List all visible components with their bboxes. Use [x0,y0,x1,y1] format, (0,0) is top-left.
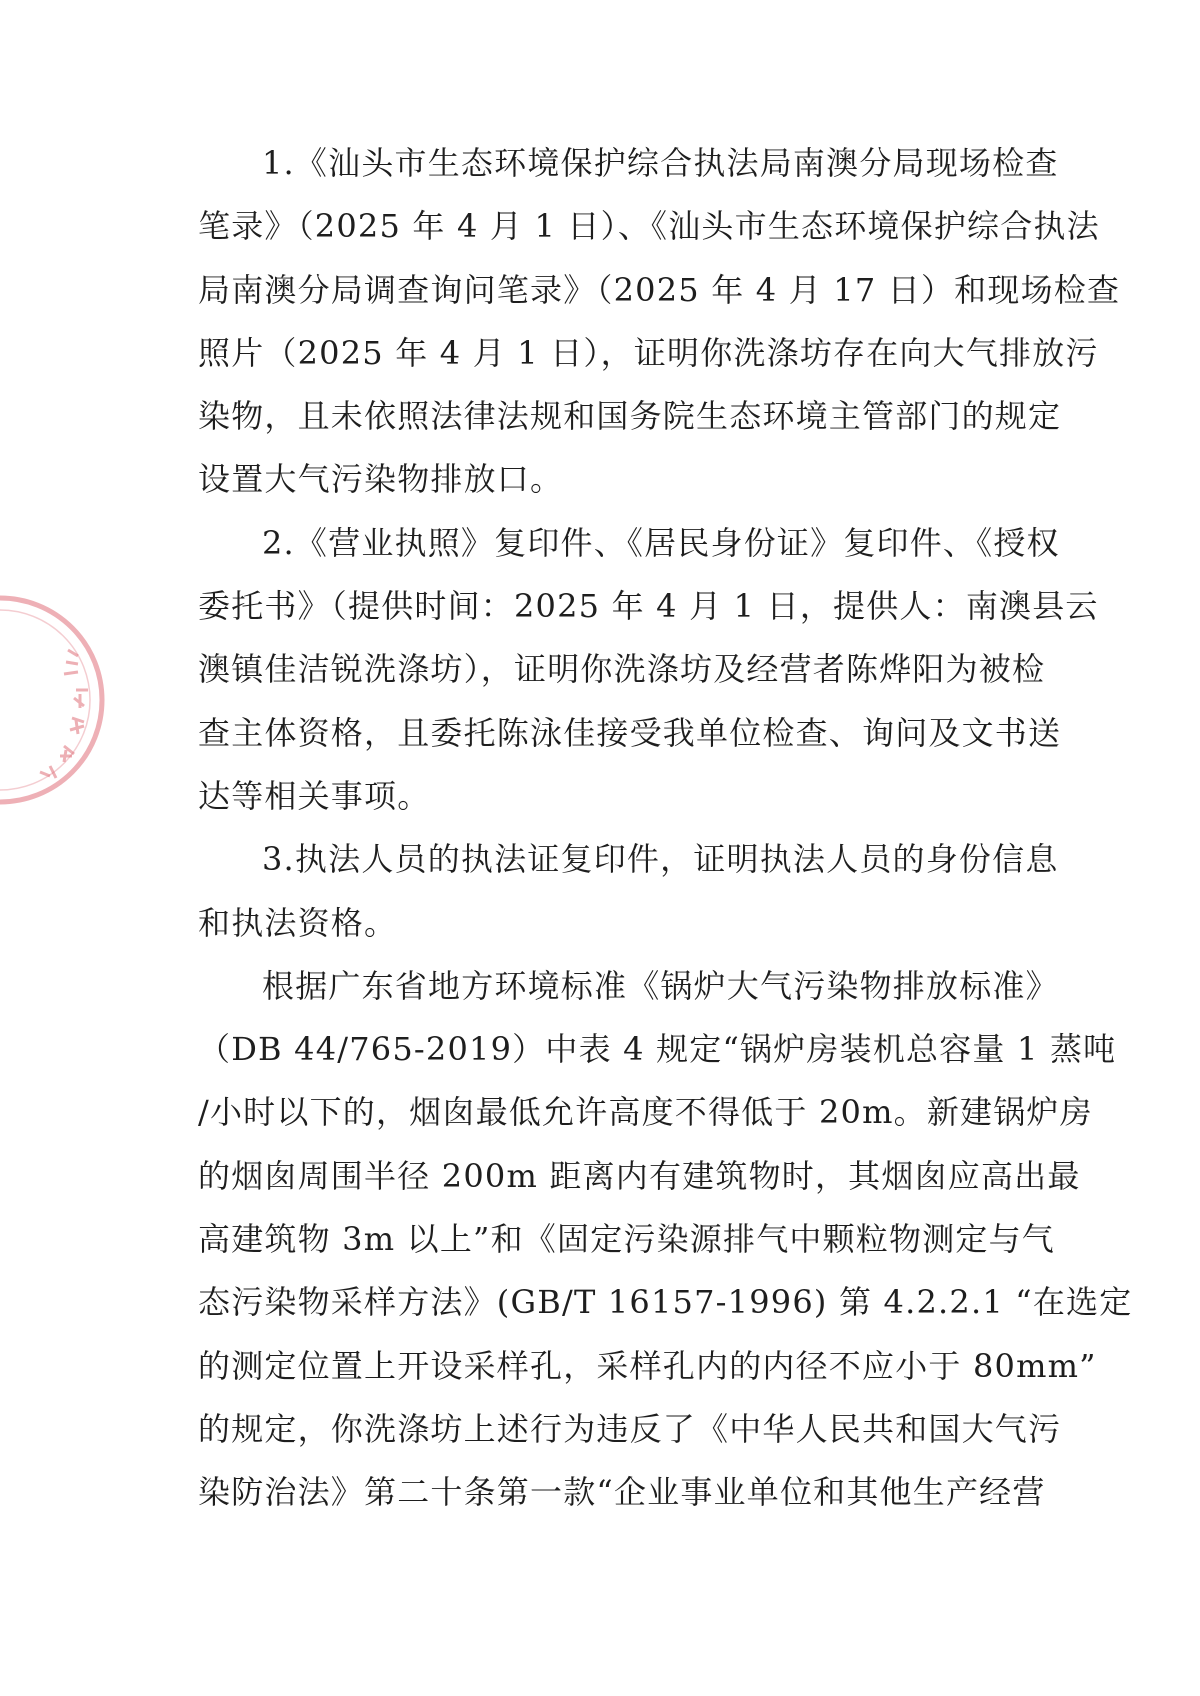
body-line: 查主体资格，且委托陈泳佳接受我单位检查、询问及文书送 [198,713,1062,752]
body-line: 的烟囱周围半径 200m 距离内有建筑物时，其烟囱应高出最 [198,1156,1081,1195]
body-line: 委托书》（提供时间：2025 年 4 月 1 日，提供人：南澳县云 [198,587,1099,626]
body-line: 设置大气污染物排放口。 [198,460,564,499]
body-line: 染物，且未依照法律法规和国务院生态环境主管部门的规定 [198,397,1062,436]
body-line: 3.执法人员的执法证复印件，证明执法人员的身份信息 [262,840,1059,879]
body-line: /小时以下的，烟囱最低允许高度不得低于 20m。新建锅炉房 [198,1093,1093,1132]
body-line: 高建筑物 3m 以上”和《固定污染源排气中颗粒物测定与气 [198,1220,1056,1259]
body-line: 染防治法》第二十条第一款“企业事业单位和其他生产经营 [198,1473,1046,1512]
body-line: （DB 44/765-2019）中表 4 规定“锅炉房装机总容量 1 蒸吨 [198,1030,1117,1069]
body-line: 达等相关事项。 [198,776,431,815]
body-line: 澳镇佳洁锐洗涤坊），证明你洗涤坊及经营者陈烨阳为被检 [198,650,1046,689]
body-line: 的测定位置上开设采样孔，采样孔内的内径不应小于 80mm” [198,1346,1097,1385]
body-line: 2.《营业执照》复印件、《居民身份证》复印件、《授权 [262,523,1060,562]
body-line: 的规定，你洗涤坊上述行为违反了《中华人民共和国大气污 [198,1409,1062,1448]
body-line: 局南澳分局调查询问笔录》（2025 年 4 月 17 日）和现场检查 [198,270,1121,309]
body-line: 根据广东省地方环境标准《锅炉大气污染物排放标准》 [262,966,1059,1005]
official-seal-stamp [0,590,110,810]
body-line: 照片（2025 年 4 月 1 日），证明你洗涤坊存在向大气排放污 [198,333,1099,372]
body-line: 1.《汕头市生态环境保护综合执法局南澳分局现场检查 [262,144,1059,182]
document-body [198,132,1133,1525]
body-line: 笔录》（2025 年 4 月 1 日）、《汕头市生态环境保护综合执法 [198,207,1100,246]
body-line: 态污染物采样方法》(GB/T 16157-1996) 第 4.2.2.1 “在选定 [198,1283,1133,1322]
body-line: 和执法资格。 [198,903,398,942]
seal-outer-ring [0,598,102,802]
